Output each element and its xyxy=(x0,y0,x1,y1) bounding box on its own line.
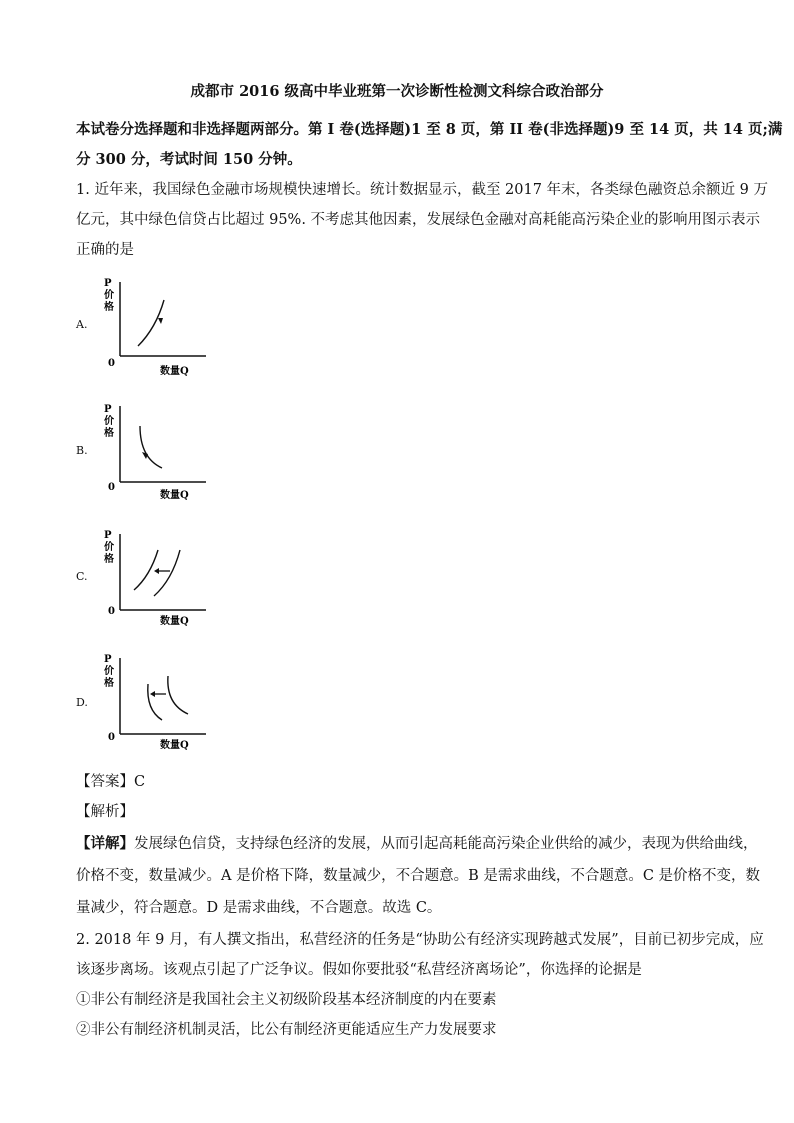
detail-text-1: 发展绿色信贷，支持绿色经济的发展，从而引起高耗能高污染企业供给的减少，表现为供给曲线， xyxy=(134,836,758,852)
option-b-graph xyxy=(96,396,216,506)
demand-curve-new xyxy=(148,684,162,720)
supply-curve-new xyxy=(134,550,158,590)
x-axis-label: 数量Q xyxy=(160,740,189,751)
y-axis-p: P xyxy=(104,530,112,541)
q1-text-line-1: 1. 近年来，我国绿色金融市场规模快速增长。统计数据显示，截至 2017 年末，各类绿色融资总余额近 9 万 xyxy=(76,182,769,198)
q2-item-1: ①非公有制经济是我国社会主义初级阶段基本经济制度的内在要素 xyxy=(76,992,497,1008)
origin-label: 0 xyxy=(108,606,115,617)
q2-text-line-2: 该逐步离场。该观点引起了广泛争议。假如你要批驳“私营经济离场论”，你选择的论据是 xyxy=(76,962,642,978)
y-axis-p: P xyxy=(104,404,112,415)
y-axis-label-1: 价 xyxy=(104,290,114,301)
option-a-graph xyxy=(96,270,216,380)
y-axis-p: P xyxy=(104,654,112,665)
origin-label: 0 xyxy=(108,482,115,493)
supply-curve xyxy=(138,300,164,346)
y-axis-label-2: 格 xyxy=(104,554,114,565)
option-d-label: D. xyxy=(76,696,88,709)
curve-arrow xyxy=(142,452,148,459)
x-axis-label: 数量Q xyxy=(160,366,189,377)
x-axis-label: 数量Q xyxy=(160,616,189,627)
detail-line-2: 价格不变，数量减少。A 是价格下降，数量减少，不合题意。B 是需求曲线，不合题意。C 是价格不变，数 xyxy=(76,868,761,884)
shift-arrow-head xyxy=(154,568,159,574)
y-axis-label-2: 格 xyxy=(104,428,114,439)
detail-tag: 【详解】 xyxy=(76,835,134,852)
y-axis-label-2: 格 xyxy=(104,302,114,313)
shift-arrow-head xyxy=(150,691,155,697)
q2-item-2: ②非公有制经济机制灵活，比公有制经济更能适应生产力发展要求 xyxy=(76,1022,497,1038)
option-d-graph xyxy=(96,648,216,758)
answer: 【答案】C xyxy=(76,774,146,790)
y-axis-label-1: 价 xyxy=(104,542,114,553)
option-a-label: A. xyxy=(76,318,88,331)
origin-label: 0 xyxy=(108,358,115,369)
curve-arrow xyxy=(158,318,163,324)
intro-line-1: 本试卷分选择题和非选择题两部分。第 I 卷(选择题)1 至 8 页，第 II 卷(非选择题)9 至 14 页，共 14 页;满 xyxy=(76,121,783,138)
origin-label: 0 xyxy=(108,732,115,743)
y-axis-p: P xyxy=(104,278,112,289)
q1-text-line-2: 亿元，其中绿色信贷占比超过 95%. 不考虑其他因素，发展绿色金融对高耗能高污染企业的影响用图示表示 xyxy=(76,212,761,228)
y-axis-label-1: 价 xyxy=(104,666,114,677)
option-c-label: C. xyxy=(76,570,88,583)
option-b-label: B. xyxy=(76,444,88,457)
detail-line-3: 量减少，符合题意。D 是需求曲线，不合题意。故选 C。 xyxy=(76,900,442,916)
x-axis-label: 数量Q xyxy=(160,490,189,501)
q1-text-line-3: 正确的是 xyxy=(76,242,134,258)
q2-text-line-1: 2. 2018 年 9 月，有人撰文指出，私营经济的任务是“协助公有经济实现跨越式发展”，目前已初步完成，应 xyxy=(76,932,764,948)
demand-curve xyxy=(140,426,162,468)
intro-line-2: 分 300 分，考试时间 150 分钟。 xyxy=(76,151,302,168)
analysis-heading: 【解析】 xyxy=(76,804,134,820)
option-c-graph xyxy=(96,524,216,634)
demand-curve-original xyxy=(168,676,188,714)
detail-line-1 xyxy=(76,832,758,853)
page-title: 成都市 2016 级高中毕业班第一次诊断性检测文科综合政治部分 xyxy=(190,83,604,100)
y-axis-label-2: 格 xyxy=(104,678,114,689)
y-axis-label-1: 价 xyxy=(104,416,114,427)
